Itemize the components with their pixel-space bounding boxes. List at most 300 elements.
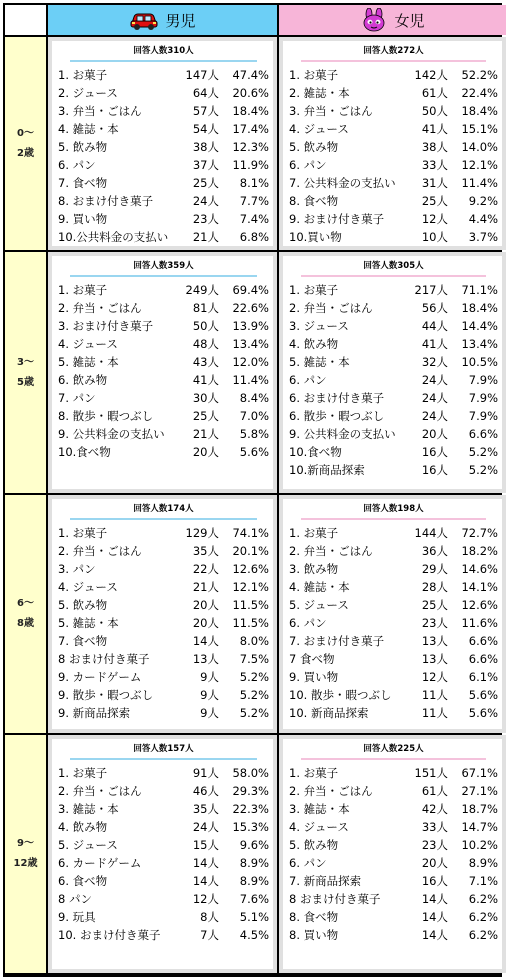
item-label: 5. ジュース <box>289 598 349 612</box>
item-label: 1. お菓子 <box>289 526 339 540</box>
age-label-top: 6～ <box>17 598 34 609</box>
item-label: 5. 飲み物 <box>58 598 108 612</box>
item-label: 10.買い物 <box>289 230 342 244</box>
item-label: 4. ジュース <box>289 820 349 834</box>
item-count: 21人 <box>192 230 219 244</box>
item-label: 8. 買い物 <box>289 928 339 942</box>
list-item <box>58 228 269 246</box>
age-cell <box>5 37 46 250</box>
item-label: 10. 散歩・暇つぶし <box>289 688 392 702</box>
list-item <box>289 650 498 668</box>
item-label: 9. 公共料金の支払い <box>289 427 396 441</box>
item-percent: 12.1% <box>461 158 498 172</box>
item-label: 3. ジュース <box>289 319 349 333</box>
item-percent: 18.7% <box>461 802 498 816</box>
item-label: 2. 弁当・ごはん <box>289 784 373 798</box>
item-percent: 14.6% <box>461 562 498 576</box>
item-label: 1. お菓子 <box>58 283 108 297</box>
item-label: 5. 雑誌・本 <box>58 355 119 369</box>
item-percent: 72.7% <box>461 526 498 540</box>
item-label: 8. 散歩・暇つぶし <box>58 409 154 423</box>
item-label: 8 おまけ付き菓子 <box>289 892 381 906</box>
list-item <box>289 102 498 120</box>
list-item <box>289 686 498 704</box>
item-count: 38人 <box>192 140 219 154</box>
list-item <box>58 138 269 156</box>
list-item <box>289 335 498 353</box>
item-percent: 4.4% <box>468 212 498 226</box>
item-count: 20人 <box>192 616 219 630</box>
list-item <box>58 632 269 650</box>
item-percent: 74.1% <box>232 526 269 540</box>
item-label: 6. パン <box>58 158 96 172</box>
item-count: 14人 <box>421 892 448 906</box>
item-percent: 6.1% <box>468 670 498 684</box>
list-item <box>58 686 269 704</box>
item-count: 16人 <box>421 874 448 888</box>
item-label: 9. 買い物 <box>58 212 108 226</box>
item-label: 9. 玩具 <box>58 910 96 924</box>
item-percent: 5.1% <box>239 910 269 924</box>
item-count: 33人 <box>421 158 448 172</box>
item-percent: 9.6% <box>239 838 269 852</box>
item-label: 4. 雑誌・本 <box>58 122 119 136</box>
item-count: 7人 <box>200 928 219 942</box>
list-item <box>58 800 269 818</box>
item-count: 14人 <box>192 874 219 888</box>
item-percent: 18.2% <box>461 544 498 558</box>
item-label: 9. 新商品探索 <box>58 706 131 720</box>
list-item <box>289 84 498 102</box>
list-item <box>289 156 498 174</box>
item-percent: 58.0% <box>232 766 269 780</box>
list-item <box>58 818 269 836</box>
title-underline <box>301 758 486 760</box>
item-percent: 71.1% <box>461 283 498 297</box>
age-label-bottom: 8歳 <box>17 618 34 629</box>
item-count: 20人 <box>192 598 219 612</box>
item-label: 1. お菓子 <box>289 68 339 82</box>
item-count: 11人 <box>421 706 448 720</box>
item-percent: 8.9% <box>468 856 498 870</box>
table-corner <box>5 5 46 35</box>
list-item <box>289 800 498 818</box>
item-percent: 14.7% <box>461 820 498 834</box>
list-item <box>289 317 498 335</box>
list-item <box>289 120 498 138</box>
item-count: 14人 <box>192 634 219 648</box>
item-label: 4. ジュース <box>58 337 118 351</box>
list-item <box>289 578 498 596</box>
item-count: 42人 <box>421 802 448 816</box>
item-count: 32人 <box>421 355 448 369</box>
item-label: 3. おまけ付き菓子 <box>58 319 154 333</box>
item-count: 23人 <box>192 212 219 226</box>
item-label: 7. 食べ物 <box>58 634 108 648</box>
item-count: 20人 <box>421 856 448 870</box>
item-percent: 7.6% <box>239 892 269 906</box>
list-item <box>58 764 269 782</box>
item-count: 142人 <box>414 68 448 82</box>
respondent-count: 回答人数174人 <box>133 504 194 514</box>
item-label: 1. お菓子 <box>289 766 339 780</box>
list-item <box>58 102 269 120</box>
item-percent: 7.7% <box>239 194 269 208</box>
list-item <box>58 317 269 335</box>
title-underline <box>70 518 257 520</box>
item-count: 16人 <box>421 445 448 459</box>
item-count: 13人 <box>421 652 448 666</box>
item-percent: 14.4% <box>461 319 498 333</box>
item-count: 147人 <box>185 68 219 82</box>
item-percent: 11.4% <box>232 373 269 387</box>
item-percent: 20.6% <box>232 86 269 100</box>
item-label: 5. 飲み物 <box>289 838 339 852</box>
item-count: 14人 <box>421 928 448 942</box>
item-count: 25人 <box>192 176 219 190</box>
age-label-bottom: 12歳 <box>13 858 38 869</box>
item-label: 5. 飲み物 <box>289 140 339 154</box>
item-label: 9. カードゲーム <box>58 670 142 684</box>
respondent-count: 回答人数225人 <box>363 744 424 754</box>
girls-ranking-box <box>279 252 506 493</box>
age-label-bottom: 2歳 <box>17 147 34 159</box>
list-item <box>289 210 498 228</box>
girls-ranking-box <box>279 495 506 733</box>
item-label: 6. パン <box>289 616 327 630</box>
list-item <box>58 782 269 800</box>
item-count: 24人 <box>421 373 448 387</box>
girls-ranking-box <box>279 735 506 973</box>
item-label: 10.新商品探索 <box>289 463 365 477</box>
item-count: 23人 <box>421 838 448 852</box>
item-percent: 12.6% <box>232 562 269 576</box>
list-item <box>289 908 498 926</box>
item-label: 10. おまけ付き菓子 <box>58 928 161 942</box>
item-label: 9. 散歩・暇つぶし <box>58 688 154 702</box>
list-item <box>289 443 498 461</box>
item-label: 3. 弁当・ごはん <box>58 104 142 118</box>
item-percent: 47.4% <box>232 68 269 82</box>
list-item <box>58 836 269 854</box>
item-percent: 5.8% <box>239 427 269 441</box>
item-percent: 15.3% <box>232 820 269 834</box>
list-item <box>289 560 498 578</box>
list-item <box>289 425 498 443</box>
item-percent: 8.0% <box>239 634 269 648</box>
item-label: 7. 食べ物 <box>58 176 108 190</box>
list-item <box>289 782 498 800</box>
item-count: 35人 <box>192 802 219 816</box>
item-label: 3. パン <box>58 562 96 576</box>
item-percent: 69.4% <box>232 283 269 297</box>
item-label: 10.公共料金の支払い <box>58 230 169 244</box>
list-item <box>289 389 498 407</box>
item-count: 54人 <box>192 122 219 136</box>
item-percent: 5.2% <box>239 706 269 720</box>
item-percent: 5.2% <box>468 445 498 459</box>
item-count: 46人 <box>192 784 219 798</box>
title-underline <box>301 518 486 520</box>
list-item <box>58 578 269 596</box>
respondent-count: 回答人数157人 <box>133 744 194 754</box>
boys-header-label: 男児 <box>165 11 196 30</box>
item-count: 16人 <box>421 463 448 477</box>
item-label: 2. 弁当・ごはん <box>289 301 373 315</box>
item-percent: 6.2% <box>468 928 498 942</box>
item-percent: 5.2% <box>468 463 498 477</box>
item-percent: 3.7% <box>468 230 498 244</box>
item-percent: 6.6% <box>468 652 498 666</box>
item-label: 4. ジュース <box>289 122 349 136</box>
item-label: 3. 飲み物 <box>289 562 339 576</box>
item-percent: 4.5% <box>239 928 269 942</box>
title-underline <box>70 60 257 62</box>
item-percent: 22.4% <box>461 86 498 100</box>
item-count: 33人 <box>421 820 448 834</box>
item-label: 5. ジュース <box>58 838 118 852</box>
item-count: 41人 <box>421 337 448 351</box>
item-percent: 14.1% <box>461 580 498 594</box>
item-count: 21人 <box>192 427 219 441</box>
item-label: 1. お菓子 <box>58 526 108 540</box>
item-count: 37人 <box>192 158 219 172</box>
age-label-top: 3～ <box>17 356 34 368</box>
item-count: 50人 <box>421 104 448 118</box>
item-percent: 6.2% <box>468 892 498 906</box>
item-count: 12人 <box>421 670 448 684</box>
item-count: 64人 <box>192 86 219 100</box>
item-percent: 5.2% <box>239 670 269 684</box>
item-label: 4. ジュース <box>58 580 118 594</box>
title-underline <box>301 60 486 62</box>
item-label: 1. お菓子 <box>289 283 339 297</box>
item-percent: 6.8% <box>239 230 269 244</box>
list-item <box>58 174 269 192</box>
respondent-count: 回答人数310人 <box>133 46 194 56</box>
boys-ranking-box <box>48 495 277 733</box>
item-count: 43人 <box>192 355 219 369</box>
item-percent: 7.1% <box>468 874 498 888</box>
item-count: 12人 <box>192 892 219 906</box>
item-percent: 10.2% <box>461 838 498 852</box>
list-item <box>289 174 498 192</box>
respondent-count: 回答人数305人 <box>363 261 424 271</box>
list-item <box>58 668 269 686</box>
list-item <box>58 650 269 668</box>
item-percent: 5.6% <box>239 445 269 459</box>
item-label: 10. 新商品探索 <box>289 706 369 720</box>
title-underline <box>70 275 257 277</box>
boys-ranking-box <box>48 252 277 493</box>
item-percent: 13.4% <box>461 337 498 351</box>
item-percent: 20.1% <box>232 544 269 558</box>
item-count: 11人 <box>421 688 448 702</box>
item-label: 2. 弁当・ごはん <box>58 544 142 558</box>
item-count: 13人 <box>192 652 219 666</box>
item-label: 10.食べ物 <box>58 445 111 459</box>
list-item <box>289 371 498 389</box>
item-label: 1. お菓子 <box>58 68 108 82</box>
item-count: 8人 <box>200 910 219 924</box>
item-count: 50人 <box>192 319 219 333</box>
item-count: 25人 <box>192 409 219 423</box>
item-count: 24人 <box>192 820 219 834</box>
item-label: 2. 雑誌・本 <box>289 86 350 100</box>
item-label: 8. おまけ付き菓子 <box>58 194 154 208</box>
respondent-count: 回答人数359人 <box>133 261 194 271</box>
item-count: 21人 <box>192 580 219 594</box>
item-count: 57人 <box>192 104 219 118</box>
age-label-top: 9～ <box>17 838 34 849</box>
item-label: 6. 食べ物 <box>58 874 108 888</box>
item-percent: 6.6% <box>468 427 498 441</box>
item-percent: 8.4% <box>239 391 269 405</box>
title-underline <box>301 275 486 277</box>
item-count: 41人 <box>192 373 219 387</box>
item-percent: 12.1% <box>232 580 269 594</box>
bunny-icon <box>360 8 388 32</box>
list-item <box>58 872 269 890</box>
item-count: 30人 <box>192 391 219 405</box>
list-item <box>58 407 269 425</box>
item-percent: 8.9% <box>239 856 269 870</box>
item-count: 13人 <box>421 634 448 648</box>
item-label: 6. おまけ付き菓子 <box>289 391 385 405</box>
item-count: 9人 <box>200 688 219 702</box>
item-label: 7. おまけ付き菓子 <box>289 634 385 648</box>
item-label: 7. 公共料金の支払い <box>289 176 396 190</box>
item-percent: 8.9% <box>239 874 269 888</box>
item-count: 38人 <box>421 140 448 154</box>
list-item <box>289 299 498 317</box>
list-item <box>289 632 498 650</box>
item-percent: 12.6% <box>461 598 498 612</box>
age-label-bottom: 5歳 <box>17 376 34 388</box>
list-item <box>58 854 269 872</box>
boys-ranking-box <box>48 37 277 250</box>
item-percent: 5.2% <box>239 688 269 702</box>
item-count: 9人 <box>200 670 219 684</box>
list-item <box>58 353 269 371</box>
list-item <box>289 764 498 782</box>
item-count: 24人 <box>421 409 448 423</box>
list-item <box>289 66 498 84</box>
item-percent: 29.3% <box>232 784 269 798</box>
boys-header <box>48 5 277 35</box>
list-item <box>58 425 269 443</box>
item-percent: 18.4% <box>232 104 269 118</box>
item-label: 8 パン <box>58 892 92 906</box>
list-item <box>58 926 269 944</box>
item-count: 20人 <box>421 427 448 441</box>
item-count: 91人 <box>192 766 219 780</box>
item-label: 1. お菓子 <box>58 766 108 780</box>
item-percent: 7.9% <box>468 409 498 423</box>
item-count: 28人 <box>421 580 448 594</box>
age-cell <box>5 735 46 973</box>
item-count: 41人 <box>421 122 448 136</box>
list-item <box>289 836 498 854</box>
item-percent: 14.0% <box>461 140 498 154</box>
item-count: 81人 <box>192 301 219 315</box>
item-count: 129人 <box>185 526 219 540</box>
item-percent: 13.4% <box>232 337 269 351</box>
item-label: 3. 弁当・ごはん <box>289 104 373 118</box>
item-percent: 15.1% <box>461 122 498 136</box>
item-percent: 7.5% <box>239 652 269 666</box>
item-label: 7. パン <box>58 391 96 405</box>
list-item <box>58 66 269 84</box>
item-percent: 5.6% <box>468 706 498 720</box>
item-count: 24人 <box>192 194 219 208</box>
item-percent: 7.0% <box>239 409 269 423</box>
item-label: 6. パン <box>289 158 327 172</box>
item-percent: 11.9% <box>232 158 269 172</box>
list-item <box>58 542 269 560</box>
list-item <box>289 192 498 210</box>
list-item <box>58 335 269 353</box>
item-percent: 22.6% <box>232 301 269 315</box>
item-count: 12人 <box>421 212 448 226</box>
age-label-top: 0～ <box>17 127 34 139</box>
list-item <box>289 542 498 560</box>
list-item <box>289 281 498 299</box>
list-item <box>289 524 498 542</box>
item-label: 8. 食べ物 <box>289 194 339 208</box>
item-percent: 11.5% <box>232 616 269 630</box>
list-item <box>58 156 269 174</box>
item-count: 44人 <box>421 319 448 333</box>
list-item <box>289 854 498 872</box>
item-count: 48人 <box>192 337 219 351</box>
item-label: 6. 散歩・暇つぶし <box>289 409 385 423</box>
item-label: 4. 飲み物 <box>289 337 339 351</box>
list-item <box>58 890 269 908</box>
list-item <box>289 926 498 944</box>
list-item <box>289 818 498 836</box>
item-count: 25人 <box>421 598 448 612</box>
list-item <box>58 281 269 299</box>
item-label: 10.食べ物 <box>289 445 342 459</box>
item-label: 2. 弁当・ごはん <box>58 301 142 315</box>
item-label: 5. 雑誌・本 <box>289 355 350 369</box>
item-percent: 27.1% <box>461 784 498 798</box>
item-percent: 12.3% <box>232 140 269 154</box>
list-item <box>58 299 269 317</box>
list-item <box>58 210 269 228</box>
list-item <box>289 461 498 479</box>
list-item <box>289 872 498 890</box>
list-item <box>58 704 269 722</box>
item-label: 3. 雑誌・本 <box>289 802 350 816</box>
age-cell <box>5 495 46 733</box>
car-icon <box>129 9 159 31</box>
item-count: 22人 <box>192 562 219 576</box>
item-percent: 18.4% <box>461 104 498 118</box>
list-item <box>289 353 498 371</box>
item-count: 23人 <box>421 616 448 630</box>
item-percent: 5.6% <box>468 688 498 702</box>
list-item <box>58 596 269 614</box>
list-item <box>58 614 269 632</box>
item-count: 56人 <box>421 301 448 315</box>
item-label: 4. 飲み物 <box>58 820 108 834</box>
boys-ranking-box <box>48 735 277 973</box>
item-label: 4. 雑誌・本 <box>289 580 350 594</box>
item-label: 7 食べ物 <box>289 652 335 666</box>
list-item <box>289 704 498 722</box>
